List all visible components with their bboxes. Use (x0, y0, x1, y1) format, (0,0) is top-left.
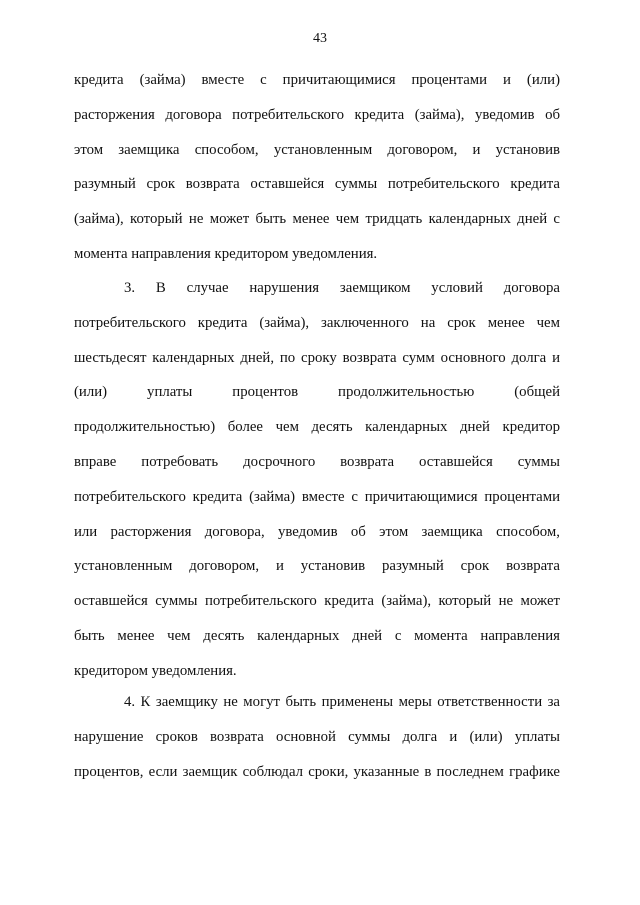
page-number: 43 (313, 31, 327, 46)
text-line: этом заемщика способом, установленным договором, и установив (74, 141, 560, 158)
text-line: кредитором уведомления. (74, 662, 237, 679)
text-line: расторжения договора потребительского кредита (займа), уведомив об (74, 106, 560, 123)
text-line: кредита (займа) вместе с причитающимися процентами и (или) (74, 72, 560, 88)
text-line: разумный срок возврата оставшейся суммы потребительского кредита (74, 176, 560, 193)
text-line: 4. К заемщику не могут быть применены меры ответственности за (124, 694, 560, 710)
text-line: установленным договором, и установив разумный срок возврата (74, 558, 560, 575)
text-line: вправе потребовать досрочного возврата оставшейся суммы (74, 453, 560, 470)
text-line: шестьдесят календарных дней, по сроку возврата сумм основного долга и (74, 349, 560, 366)
text-line: 3. В случае нарушения заемщиком условий договора (124, 280, 560, 296)
text-line: или расторжения договора, уведомив об этом заемщика способом, (74, 523, 560, 540)
text-line: потребительского кредита (займа), заключенного на срок менее чем (74, 314, 560, 331)
text-line: потребительского кредита (займа) вместе с причитающимися процентами (74, 488, 560, 505)
text-line: оставшейся суммы потребительского кредита (займа), который не может (74, 593, 560, 610)
text-line: процентов, если заемщик соблюдал сроки, указанные в последнем графике (74, 763, 560, 780)
text-line: продолжительностью) более чем десять календарных дней кредитор (74, 419, 560, 436)
paragraph-continuation (74, 63, 560, 272)
text-line: (займа), который не может быть менее чем тридцать календарных дней с (74, 211, 560, 228)
paragraph-clause-3 (74, 271, 560, 689)
text-line: быть менее чем десять календарных дней с момента направления (74, 627, 560, 644)
text-line: момента направления кредитором уведомления. (74, 245, 378, 262)
paragraph-clause-4 (74, 685, 560, 789)
text-line: (или) уплаты процентов продолжительностью (общей (74, 384, 560, 401)
text-line: нарушение сроков возврата основной суммы долга и (или) уплаты (74, 728, 560, 745)
